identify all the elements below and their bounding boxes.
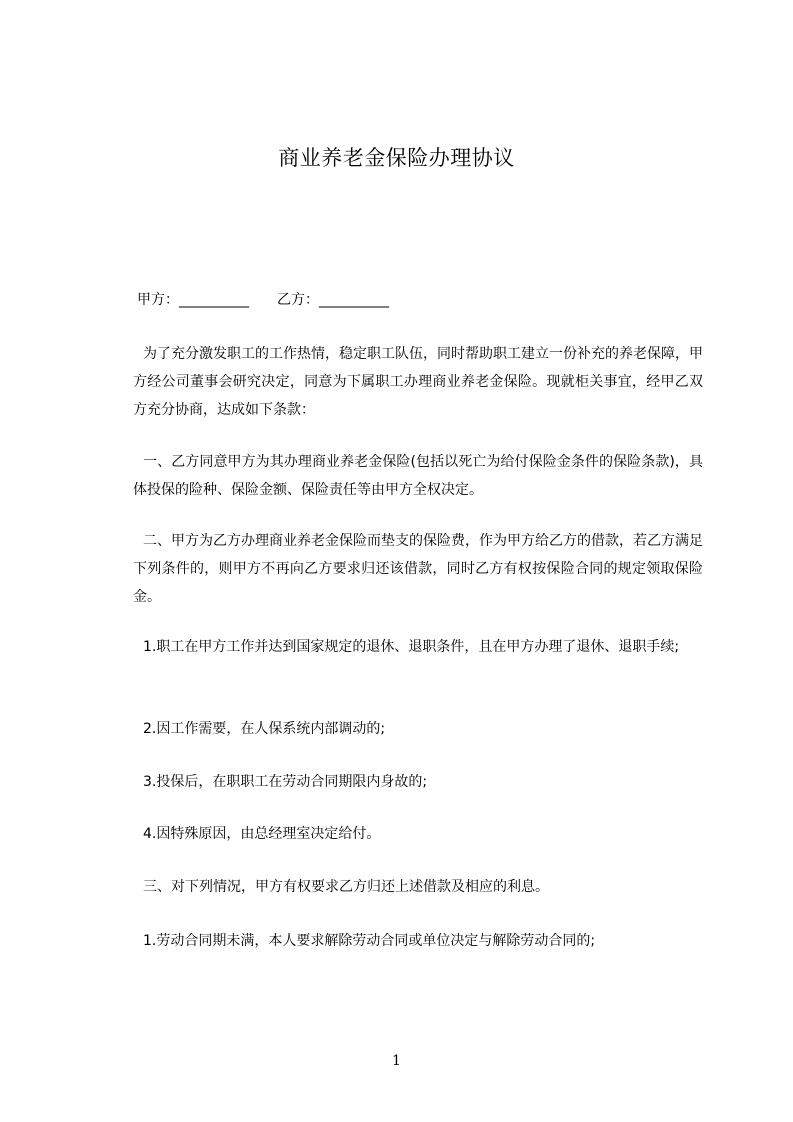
condition-1-text: 1.职工在甲方工作并达到国家规定的退休、退职条件，且在甲方办理了退休、退职手续;: [143, 639, 680, 655]
party-b-field: 乙方：__________: [277, 292, 389, 308]
clause-three-paragraph: [133, 873, 703, 901]
clause-one-text: 一、乙方同意甲方为其办理商业养老金保险(包括以死亡为给付保险金条件的保险条款)，具体投保的险种、保险金额、保险责任等由甲方全权决定。: [133, 454, 703, 498]
parties-line: [137, 290, 389, 310]
clause-two-paragraph: [133, 527, 703, 611]
intro-paragraph: [133, 340, 703, 424]
clause-three-text: 三、对下列情况，甲方有权要求乙方归还上述借款及相应的利息。: [143, 879, 549, 895]
party-a-field: 甲方：__________: [137, 292, 249, 308]
condition-2-text: 2.因工作需要，在人保系统内部调动的;: [143, 721, 386, 737]
condition-4-text: 4.因特殊原因，由总经理室决定给付。: [143, 826, 381, 842]
page-number: 1: [392, 1053, 401, 1069]
condition-3-text: 3.投保后，在职职工在劳动合同期限内身故的;: [143, 774, 428, 790]
clause-one-paragraph: [133, 448, 703, 504]
condition-1-paragraph: [133, 633, 703, 661]
breach-1-text: 1.劳动合同期未满，本人要求解除劳动合同或单位决定与解除劳动合同的;: [143, 933, 596, 949]
document-title: 商业养老金保险办理协议: [278, 146, 515, 170]
breach-1-paragraph: [133, 927, 703, 955]
clause-two-text: 二、甲方为乙方办理商业养老金保险而垫支的保险费，作为甲方给乙方的借款，若乙方满足下列条件的，则甲方不再向乙方要求归还该借款，同时乙方有权按保险合同的规定领取保险金。: [133, 533, 703, 605]
condition-2-paragraph: [133, 715, 703, 743]
condition-3-paragraph: [133, 768, 703, 796]
condition-4-paragraph: [133, 820, 703, 848]
intro-text: 为了充分激发职工的工作热情，稳定职工队伍，同时帮助职工建立一份补充的养老保障，甲方经公司董事会研究决定，同意为下属职工办理商业养老金保险。现就柜关事宜，经甲乙双方充分协商，达成如下条款：: [133, 346, 703, 418]
